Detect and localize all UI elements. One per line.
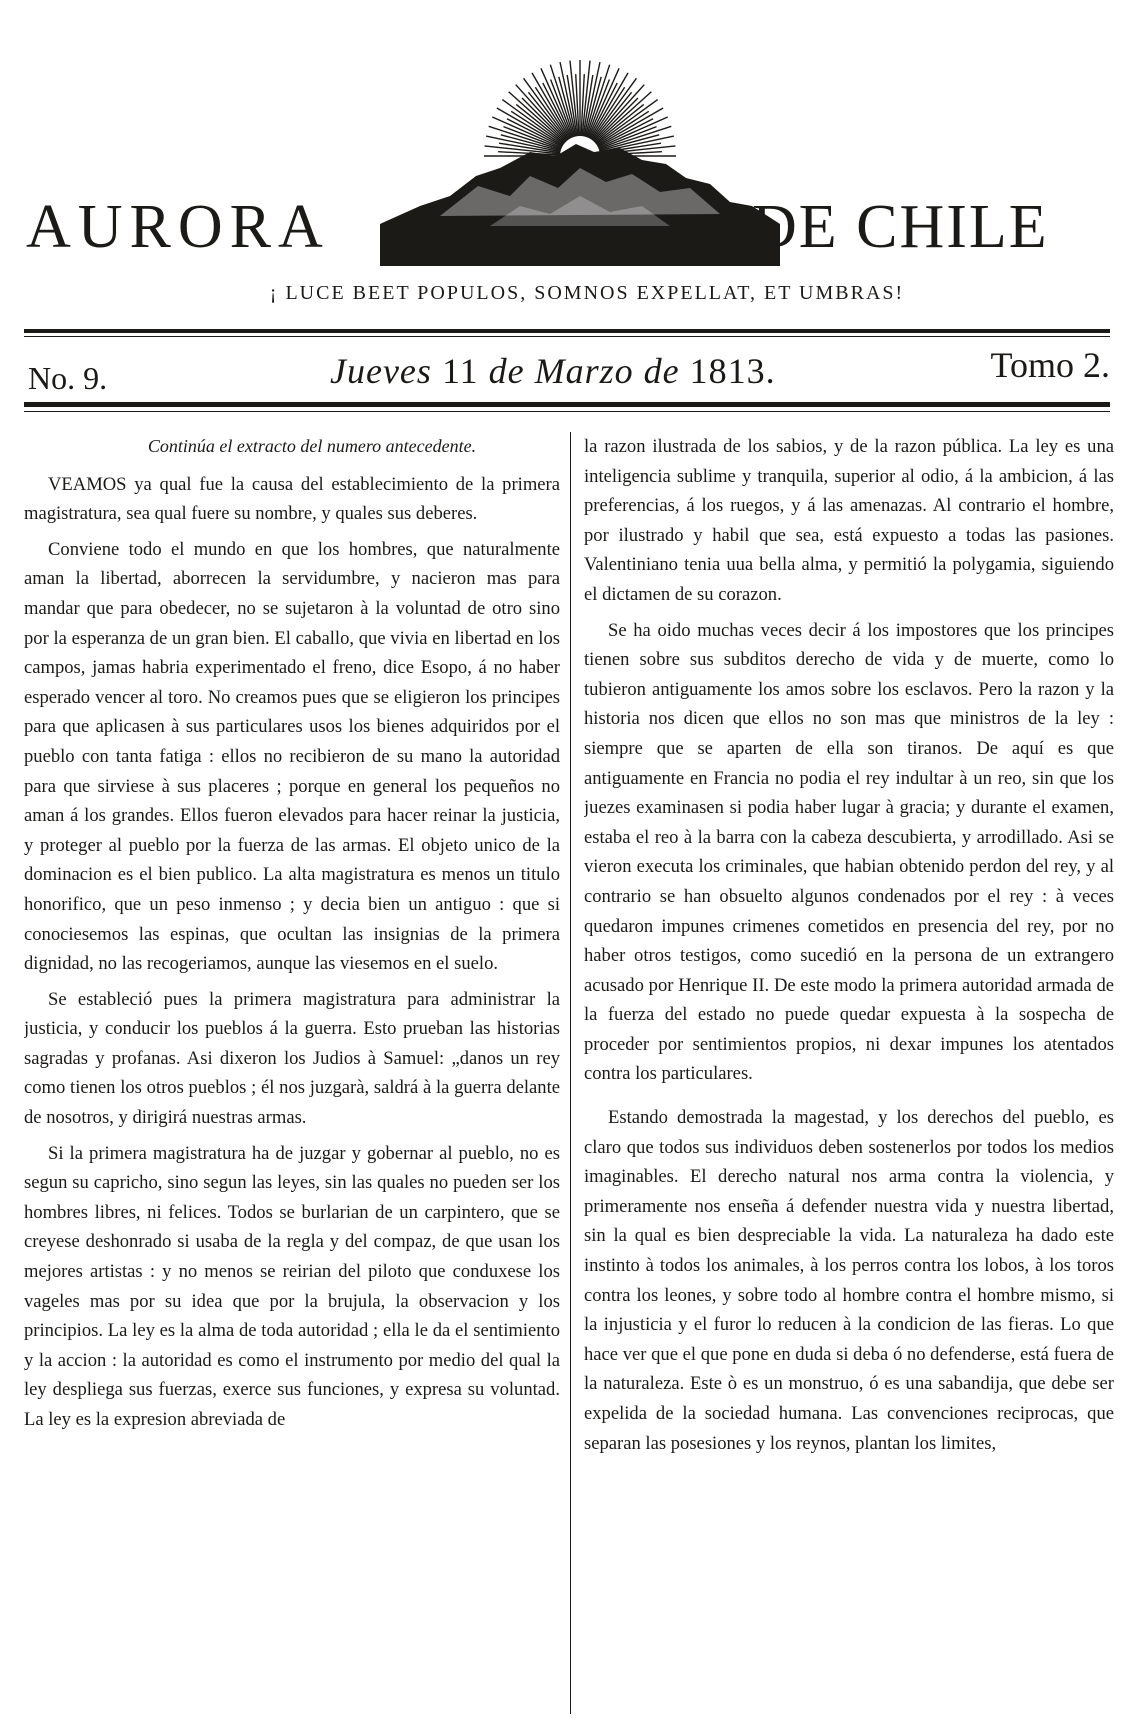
column-divider bbox=[570, 432, 571, 1714]
masthead-rule bbox=[24, 329, 1110, 333]
dateline-rule bbox=[24, 402, 1110, 407]
article-paragraph: Estando demostrada la magestad, y los derechos del pueblo, es claro que todos sus individuos deben sostenerlos por todos los medios imaginables. El derecho natural nos arma contra la violencia, y primeramente nos enseña á defender nuestra vida y nuestra libertad, sin la qual es bien despreciable la vida. La naturaleza ha dado este instinto à todos los animales, à los perros contra los lobos, à los toros contra los leones, y sobre todo al hombre contra el hombre mismo, si la injusticia y el furor lo reducen à la condicion de las fieras. Lo que hace ver que el que pone en duda si deba ó no defenderse, está fuera de la naturaleza. Este ò es un monstruo, ó es una sabandija, que debe ser expelida de la sociedad humana. Las convenciones reciprocas, que separan las posesiones y los reynos, plantan los limites, bbox=[584, 1107, 1114, 1454]
article-paragraph: Conviene todo el mundo en que los hombres, que naturalmente aman la libertad, aborrecen la servidumbre, y nacieron mas para mandar que para obedecer, no se sujetaron à la voluntad de otro sino por la esperanza de un gran bien. El caballo, que vivia en libertad en los campos, jamas habria experimentado el freno, dice Esopo, á no haber esperado vencer al toro. No creamos pues que se eligieron los principes para que aplicasen à sus particulares usos los bienes adquiridos por el pueblo con tanta fatiga : ellos no recibieron de su mano la autoridad para que sirviese à sus placeres ; porque en general los pequeños no aman á los grandes. Ellos fueron elevados para hacer reinar la justicia, y proteger al pueblo por la fuerza de las armas. El objeto unico de la dominacion es el bien publico. La alta magistratura es menos un titulo honorifico, que un peso inmenso ; y decia bien un antiguo : que si conociesemos las espinas, que ocultan las insignias de la primera dignidad, no las recogeriamos, aunque las viesemos en el suelo. bbox=[24, 538, 560, 975]
article-paragraph: Si la primera magistratura ha de juzgar y gobernar al pueblo, no es segun su capricho, sino segun las leyes, sin las quales no pueden ser los hombres libres, ni felices. Todos se burlarian de un carpintero, que se creyese deshonrado si usaba de la regla y del compaz, de que usan los mejores artistas : y no menos se reirian del piloto que conduxese los vageles mas por su idea que por la brujula, la observacion y los principios. La ley es la alma de toda autoridad ; ella le da el sentimiento y la accion : la autoridad es como el instrumento por medio del qual la ley despliega sus fuerzas, exerce sus funciones, y expresa su voluntad. La ley es la expresion abreviada de bbox=[24, 1142, 560, 1430]
issue-number: No. 9. bbox=[28, 360, 108, 396]
date-month: Marzo bbox=[534, 351, 634, 391]
article-paragraph: la razon ilustrada de los sabios, y de la razon pública. La ley es una inteligencia sublime y tranquila, superior al odio, á la ambicion, á las preferencias, á los ruegos, y á las amenazas. Al contrario el hombre, por ilustrado y habil que sea, está expuesto a todas las pasiones. Valentiniano tenia uua bella alma, y permitió la polygamia, siguiendo el dictamen de su corazon. bbox=[584, 436, 1114, 605]
masthead-title-left: AURORA bbox=[26, 193, 330, 261]
article-paragraph: Se ha oido muchas veces decir á los impostores que los principes tienen sobre sus subditos derecho de vida y de muerte, como lo tubieron antiguamente los amos sobre los esclavos. Pero la razon y la historia nos dicen que ellos no son mas que ministros de la ley : siempre que se aparten de ella son tiranos. De aquí es que antiguamente en Francia no podia el rey indultar à un reo, sin que los juezes examinasen si podia haber lugar à gracia; y durante el examen, estaba el reo à la barra con la cabeza descubierta, y arrodillado. Asi se vieron executa los criminales, que habian obtenido perdon del rey, y al contrario se han obsuelto algunos condenados por el rey : à veces quedaron impunes crimenes cometidos en presencia del rey, por no haber otros testigos, como sucedió en la persona de un extrangero acusado por Henrique II. De este modo la primera autoridad armada de la fuerza del estado no puede quedar expuesta à la sospecha de proceder por sentimientos propios, ni dexar impunes los atentados contra los particulares. bbox=[584, 619, 1114, 1085]
dateline bbox=[24, 344, 1110, 398]
masthead-title-right: DE CHILE bbox=[752, 193, 1049, 261]
date-day: Jueves bbox=[330, 351, 432, 391]
date-year: 1813. bbox=[689, 351, 776, 391]
date-de: de bbox=[643, 351, 680, 391]
volume-number: Tomo 2. bbox=[990, 345, 1110, 385]
date-de: de bbox=[488, 351, 525, 391]
article-paragraph: Se estableció pues la primera magistratura para administrar la justicia, y conducir los pueblos á la guerra. Esto prueban las historias sagradas y profanas. Asi dixeron los Judios à Samuel: „danos un rey como tienen los otros pueblos ; él nos juzgarà, saldrá à la guerra delante de nosotros, y dirigirá nuestras armas. bbox=[24, 988, 560, 1129]
left-column bbox=[24, 432, 560, 1716]
masthead-rule-thin bbox=[24, 336, 1110, 337]
dateline-rule-thin bbox=[24, 411, 1110, 412]
right-column bbox=[584, 432, 1114, 1716]
sun-rising-over-mountains-icon bbox=[380, 56, 780, 266]
article-paragraph: VEAMOS ya qual fue la causa del establecimiento de la primera magistratura, sea qual fuere su nombre, y quales sus deberes. bbox=[24, 473, 560, 525]
date-num: 11 bbox=[441, 351, 479, 391]
continuation-subhead: Continúa el extracto del numero antecedente. bbox=[147, 436, 477, 456]
issue-date bbox=[330, 350, 776, 392]
masthead-motto: ¡ LUCE BEET POPULOS, SOMNOS EXPELLAT, ET UMBRAS! bbox=[269, 282, 905, 304]
